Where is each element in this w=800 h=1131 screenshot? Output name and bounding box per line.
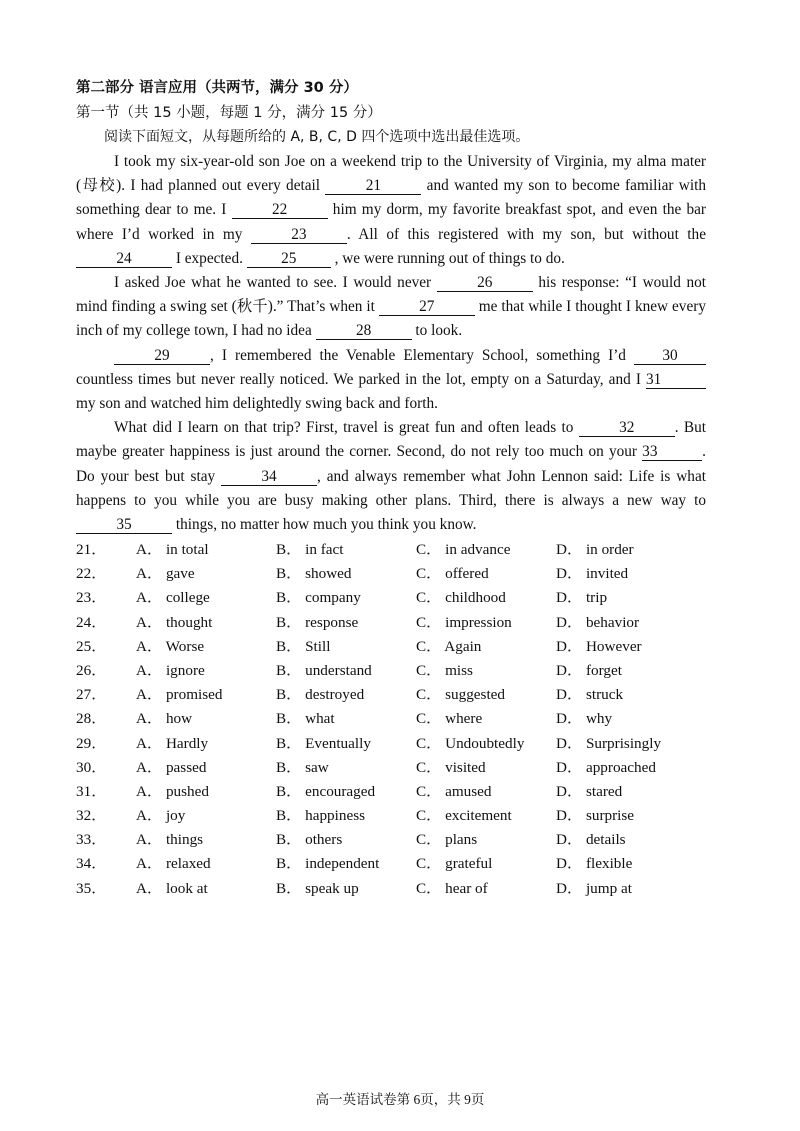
option-d: D． forget bbox=[556, 661, 622, 679]
option-row bbox=[76, 611, 716, 635]
option-b: B． destroyed bbox=[276, 686, 365, 704]
option-d: D． details bbox=[556, 831, 626, 849]
option-c: C． excitement bbox=[416, 807, 512, 825]
option-d: D． why bbox=[556, 710, 613, 728]
blank-27: 27 bbox=[379, 298, 475, 316]
blank-24: 24 bbox=[76, 250, 172, 268]
option-d: D． surprise bbox=[556, 807, 635, 825]
question-number: 22． bbox=[76, 565, 107, 583]
question-number: 21． bbox=[76, 541, 107, 558]
option-c: C． childhood bbox=[416, 589, 506, 607]
blank-29: 29 bbox=[114, 347, 210, 365]
question-number: 26． bbox=[76, 661, 107, 679]
blank-22: 22 bbox=[232, 201, 328, 219]
option-b: B． speak up bbox=[276, 879, 359, 897]
options-list bbox=[76, 538, 716, 901]
blank-33: 33 bbox=[642, 443, 702, 461]
option-c: C． visited bbox=[416, 758, 486, 776]
option-b: B． what bbox=[276, 710, 335, 728]
option-b: B． saw bbox=[276, 758, 329, 776]
question-number: 29． bbox=[76, 734, 107, 752]
subsection-title: 第一节（共 15 小题，每题 1 分，满分 15 分） bbox=[76, 105, 382, 121]
option-b: B． others bbox=[276, 831, 343, 849]
option-row bbox=[76, 586, 716, 610]
option-c: C． suggested bbox=[416, 686, 506, 704]
option-a: A． ignore bbox=[136, 661, 205, 679]
option-row bbox=[76, 877, 716, 901]
option-d: D． struck bbox=[556, 686, 624, 704]
option-row bbox=[76, 707, 716, 731]
option-c: C． plans bbox=[416, 831, 478, 849]
option-row bbox=[76, 852, 716, 876]
blank-28: 28 bbox=[316, 322, 412, 340]
blank-32: 32 bbox=[579, 419, 675, 437]
option-d: D． invited bbox=[556, 565, 629, 583]
option-d: D． However bbox=[556, 637, 642, 655]
option-b: B． independent bbox=[276, 855, 380, 873]
option-row bbox=[76, 635, 716, 659]
question-number: 31． bbox=[76, 782, 107, 800]
option-row bbox=[76, 659, 716, 683]
option-c: C． grateful bbox=[416, 855, 493, 873]
blank-23: 23 bbox=[251, 226, 347, 244]
question-number: 23． bbox=[76, 589, 107, 607]
blank-31: 31 bbox=[646, 371, 706, 389]
option-a: A． college bbox=[136, 589, 210, 607]
option-a: A． Worse bbox=[136, 637, 205, 655]
option-a: A． Hardly bbox=[136, 734, 209, 752]
option-b: B． company bbox=[276, 589, 361, 607]
blank-35: 35 bbox=[76, 516, 172, 534]
question-number: 32． bbox=[76, 807, 107, 825]
question-number: 33． bbox=[76, 831, 107, 849]
question-number: 28． bbox=[76, 710, 107, 728]
option-d: D． behavior bbox=[556, 613, 640, 631]
option-b: B． Eventually bbox=[276, 734, 371, 752]
option-row bbox=[76, 756, 716, 780]
option-c: C． amused bbox=[416, 782, 492, 800]
option-row bbox=[76, 828, 716, 852]
question-number: 30． bbox=[76, 758, 107, 776]
option-d: D． approached bbox=[556, 758, 656, 776]
option-b: B． response bbox=[276, 613, 359, 631]
option-d: D． stared bbox=[556, 782, 623, 800]
option-a: A． in total bbox=[136, 541, 209, 558]
question-number: 24． bbox=[76, 613, 107, 631]
option-c: C． offered bbox=[416, 565, 489, 583]
option-d: D． Surprisingly bbox=[556, 734, 662, 752]
blank-30: 30 bbox=[634, 347, 706, 365]
blank-25: 25 bbox=[247, 250, 331, 268]
option-d: D． in order bbox=[556, 541, 634, 558]
question-number: 25． bbox=[76, 637, 107, 655]
paragraph-4: What did I learn on that trip? First, travel is great fun and often leads to 32 . But maybe greater happiness is just around the corner. Second, do not rely too much on your 33 . Do your best but stay 34 , and always remember what John Lennon said: Life is what happens to you while you are busy making other plans. Third, there is always a new way to 35 things, no matter how much you think you know. bbox=[76, 419, 706, 534]
option-row bbox=[76, 538, 716, 562]
option-c: C． in advance bbox=[416, 541, 511, 558]
option-row bbox=[76, 732, 716, 756]
blank-26: 26 bbox=[437, 274, 533, 292]
option-row bbox=[76, 804, 716, 828]
option-a: A． thought bbox=[136, 613, 213, 631]
page-footer: 高一英语试卷第 6页，共 9页 bbox=[315, 1092, 485, 1107]
option-a: A． pushed bbox=[136, 782, 209, 800]
option-a: A． things bbox=[136, 831, 204, 849]
option-a: A． look at bbox=[136, 879, 208, 897]
question-number: 34． bbox=[76, 855, 107, 873]
option-c: C． Again bbox=[416, 637, 482, 655]
passage bbox=[76, 150, 706, 537]
option-c: C． miss bbox=[416, 661, 473, 679]
blank-21: 21 bbox=[325, 177, 421, 195]
option-c: C． hear of bbox=[416, 879, 488, 897]
option-a: A． promised bbox=[136, 686, 223, 704]
blank-34: 34 bbox=[221, 468, 317, 486]
question-number: 35． bbox=[76, 879, 107, 897]
paragraph-1: I took my six-year-old son Joe on a weekend trip to the University of Virginia, my alma mater (母校). I had planned out every detail 21 and wanted my son to become familiar with something dear to me. I 22 him my dorm, my favorite breakfast spot, and even the bar where I’d worked in my 23 . All of this registered with my son, but without the 24 I expected. 25 , we were running out of things to do. bbox=[76, 153, 706, 267]
option-a: A． relaxed bbox=[136, 855, 211, 873]
option-row bbox=[76, 562, 716, 586]
option-d: D． trip bbox=[556, 589, 608, 607]
option-b: B． encouraged bbox=[276, 782, 376, 800]
paragraph-2: I asked Joe what he wanted to see. I would never 26 his response: “I would not mind finding a swing set (秋千).” That’s when it 27 me that while I thought I knew every inch of my college town, I had no idea 28 to look. bbox=[76, 274, 706, 340]
option-c: C． impression bbox=[416, 613, 512, 631]
option-a: A． gave bbox=[136, 565, 195, 583]
option-a: A． passed bbox=[136, 758, 207, 776]
option-row bbox=[76, 780, 716, 804]
option-d: D． flexible bbox=[556, 855, 633, 873]
option-b: B． understand bbox=[276, 661, 372, 679]
instructions: 阅读下面短文，从每题所给的 A, B, C, D 四个选项中选出最佳选项。 bbox=[104, 129, 530, 145]
option-d: D． jump at bbox=[556, 879, 632, 897]
option-b: B． Still bbox=[276, 637, 331, 655]
question-number: 27． bbox=[76, 686, 107, 704]
option-a: A． how bbox=[136, 710, 193, 728]
paragraph-3: 29 , I remembered the Venable Elementary School, something I’d 30 countless times but never really noticed. We parked in the lot, empty on a Saturday, and I 31 my son and watched him delightedly swing back and forth. bbox=[76, 344, 706, 417]
option-row bbox=[76, 683, 716, 707]
option-b: B． showed bbox=[276, 565, 352, 583]
option-c: C． where bbox=[416, 710, 483, 728]
option-b: B． in fact bbox=[276, 541, 344, 558]
section-title: 第二部分 语言应用（共两节，满分 30 分） bbox=[76, 80, 358, 96]
option-b: B． happiness bbox=[276, 807, 366, 825]
option-c: C． Undoubtedly bbox=[416, 734, 525, 752]
option-a: A． joy bbox=[136, 807, 186, 825]
